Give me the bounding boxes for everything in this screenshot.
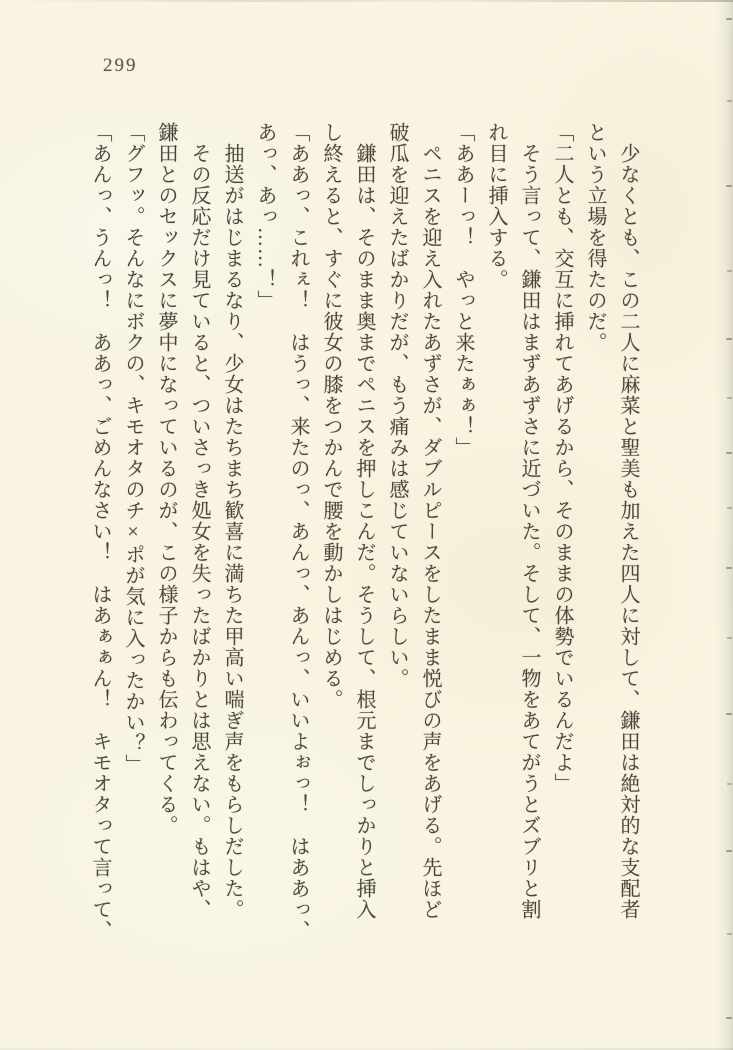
text-line-16: 「グフッ。そんなにボクの、キモオタのチ×ポが気に入ったかい？」 <box>122 122 144 775</box>
text-line-4: そう言って、鎌田はまずあずさに近づいた。そして、一物をあてがうとズブリと割 <box>518 143 540 920</box>
text-line-8: 破瓜を迎えたばかりだが、もう痛みは感じていないらしい。 <box>386 122 408 689</box>
binding-mark <box>726 452 732 454</box>
text-line-15: 鎌田とのセックスに夢中になっているのが、この様子からも伝わってくる。 <box>155 122 177 836</box>
binding-mark <box>726 850 732 852</box>
page-edge-shadow <box>715 0 733 1050</box>
scan-top-edge <box>0 0 733 2</box>
text-line-11: 「ああっ、これぇ！ はうっ、来たのっ、あんっ、あんっ、いいよぉっ！ はああっ、 <box>287 122 309 941</box>
binding-mark <box>727 637 732 639</box>
binding-mark <box>726 18 732 20</box>
binding-mark <box>726 338 732 340</box>
text-line-2: という立場を得たのだ。 <box>584 122 606 353</box>
binding-mark <box>726 713 732 715</box>
text-line-1: 少なくとも、この二人に麻菜と聖美も加えた四人に対して、鎌田は絶対的な支配者 <box>617 143 639 920</box>
text-line-13: 抽送がはじまるなり、少女はたちまち歓喜に満ちた甲高い喘ぎ声をもらしだした。 <box>221 143 243 920</box>
text-line-12: あっ、あっ……！」 <box>254 122 276 311</box>
binding-mark <box>727 933 732 935</box>
binding-mark <box>726 185 732 187</box>
text-line-14: その反応だけ見ていると、ついさっき処女を失ったばかりとは思えない。もはや、 <box>188 143 210 920</box>
text-line-9: 鎌田は、そのまま奥までペニスを押しこんだ。そうして、根元までしっかりと挿入 <box>353 143 375 920</box>
binding-mark <box>727 397 732 399</box>
text-line-6: 「ああーっ！ やっと来たぁぁ！」 <box>452 122 474 458</box>
binding-mark <box>727 783 732 785</box>
body-text <box>82 122 644 950</box>
binding-mark <box>726 567 732 569</box>
binding-mark <box>726 1017 732 1019</box>
text-line-3: 「二人とも、交互に挿れてあげるから、そのままの体勢でいるんだよ」 <box>551 122 573 794</box>
text-line-10: し終えると、すぐに彼女の膝をつかんで腰を動かしはじめる。 <box>320 122 342 710</box>
binding-mark <box>727 100 732 102</box>
binding-mark <box>727 507 732 509</box>
text-line-17: 「あんっ、うんっ！ ああっ、ごめんなさい！ はあぁぁん！ キモオタって言って、 <box>89 122 111 941</box>
binding-mark <box>727 270 732 272</box>
text-line-7: ペニスを迎え入れたあずさが、ダブルピースをしたまま悦びの声をあげる。先ほど <box>419 143 441 920</box>
page-number: 299 <box>103 55 138 76</box>
text-line-5: れ目に挿入する。 <box>485 122 507 290</box>
